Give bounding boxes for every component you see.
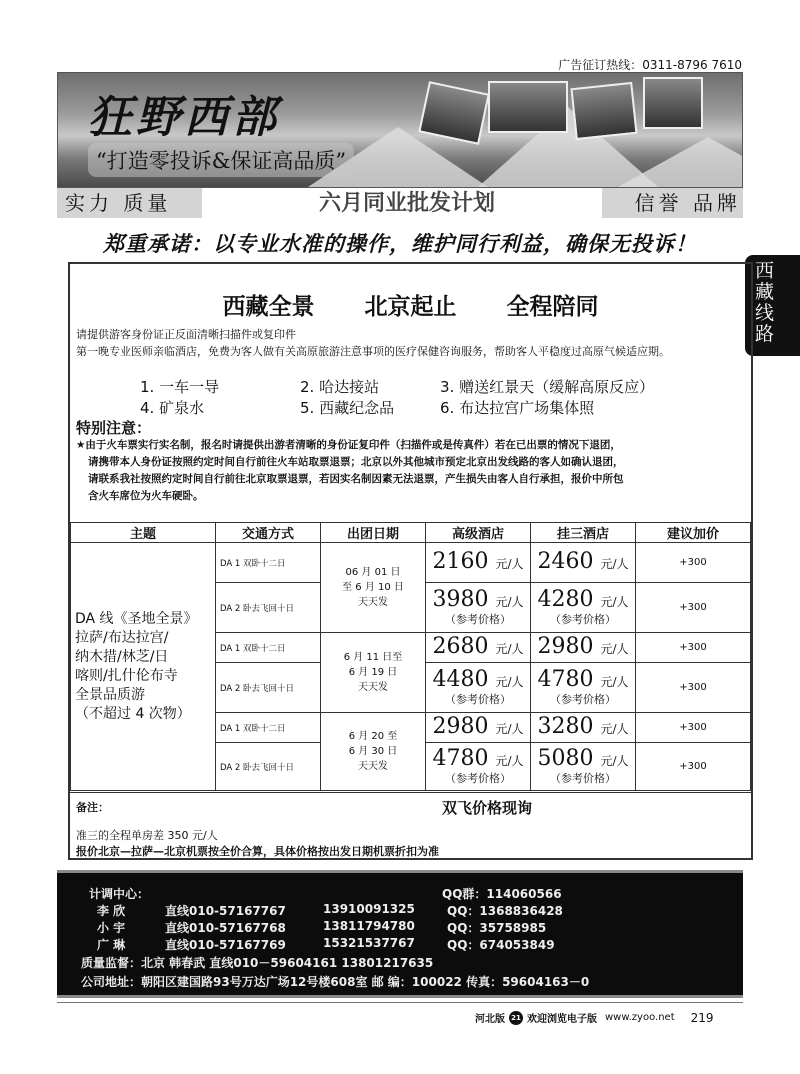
price-value: 3980 <box>432 587 489 612</box>
col-header: 建议加价 <box>636 523 751 543</box>
price-value: 2160 <box>432 548 489 574</box>
reference-price-note: （参考价格） <box>550 613 616 626</box>
contact-direct-line: 直线010-57167768 <box>165 921 286 935</box>
photo-thumbnail <box>488 81 568 133</box>
contact-mobile: 13910091325 <box>323 902 415 916</box>
date-line: 6 月 11 日至 <box>343 652 403 663</box>
ad-hotline: 广告征订热线：0311-8796 7610 <box>558 58 742 72</box>
reference-price-note: （参考价格） <box>445 772 511 785</box>
date-line: 6 月 30 日 <box>348 746 398 757</box>
transport-cell: DA 2 卧去飞回十日 <box>216 663 321 713</box>
reference-price-note: （参考价格） <box>550 693 616 706</box>
notice-line: 请携带本人身份证按照约定时间自行前往火车站取票退票；北京以外其他城市预定北京出发线路的客人如确认退团， <box>88 456 624 468</box>
date-cell <box>321 713 426 791</box>
photo-thumbnail <box>643 77 703 129</box>
price-unit: 元/人 <box>495 556 524 571</box>
page-footer <box>475 1010 714 1025</box>
col-header: 主题 <box>71 523 216 543</box>
date-line: 06 月 01 日 <box>345 567 401 578</box>
contact-name: 李 欣 <box>97 904 126 918</box>
date-cell <box>321 633 426 713</box>
transport-cell: DA 1 双卧十二日 <box>216 713 321 743</box>
transport-cell: DA 2 卧去飞回十日 <box>216 583 321 633</box>
perk-item: 3. 赠送红景天（缓解高原反应） <box>440 378 655 396</box>
price-high-cell <box>426 713 531 743</box>
website-link[interactable]: www.zyoo.net <box>605 1012 675 1023</box>
price-high-cell <box>426 743 531 791</box>
photo-thumbnail <box>570 82 637 140</box>
promise-line: 郑重承诺：以专业水准的操作，维护同行利益，确保无投诉！ <box>103 232 697 256</box>
tour-details-box <box>68 262 753 860</box>
title-strip <box>57 188 743 218</box>
price-three-cell <box>531 543 636 583</box>
col-header: 挂三酒店 <box>531 523 636 543</box>
contact-qq: QQ：674053849 <box>447 938 555 952</box>
section-tab-tibet[interactable]: 西藏线路 <box>745 255 800 356</box>
price-value: 4480 <box>432 667 489 692</box>
markup-cell: +300 <box>636 663 751 713</box>
price-high-cell <box>426 543 531 583</box>
perks-list <box>140 377 654 419</box>
price-high-cell <box>426 663 531 713</box>
intro-line: 请提供游客身份证正反面清晰扫描件或复印件 <box>76 328 296 341</box>
price-unit: 元/人 <box>600 721 629 736</box>
theme-line: （不超过 4 次物） <box>75 705 191 722</box>
col-header: 交通方式 <box>216 523 321 543</box>
theme-line: 喀则/扎什伦布寺 <box>75 667 178 684</box>
intro-line: 第一晚专业医师亲临酒店，免费为客人做有关高原旅游注意事项的医疗保健咨询服务，帮助客人平稳度过高原气候适应期。 <box>76 345 670 358</box>
publication-logo-icon: 21 <box>509 1011 523 1025</box>
price-high-cell <box>426 633 531 663</box>
notes-line: 报价北京—拉萨—北京机票按全价合算，具体价格按出发日期机票折扣为准 <box>76 845 439 858</box>
notice-line: 请联系我社按照约定时间自行前往北京取票退票，若因实名制因素无法退票，产生损失由客人自行承担，报价中所包 <box>88 473 624 485</box>
perk-item: 6. 布达拉宫广场集体照 <box>440 399 595 417</box>
special-notice <box>76 437 746 505</box>
reputation-brand-label: 信誉 品牌 <box>602 188 743 218</box>
page-number: 219 <box>690 1010 714 1025</box>
notice-line: 含火车席位为火车硬卧。 <box>88 490 204 502</box>
perk-item: 1. 一车一导 <box>140 378 220 396</box>
contact-direct-line: 直线010-57167767 <box>165 904 286 918</box>
theme-line: 纳木措/林芝/日 <box>75 648 169 665</box>
col-header: 出团日期 <box>321 523 426 543</box>
price-high-cell <box>426 583 531 633</box>
price-value: 4780 <box>432 746 489 771</box>
contact-qq: QQ：35758985 <box>447 921 547 935</box>
reference-price-note: （参考价格） <box>550 772 616 785</box>
notes-headline: 双飞价格现询 <box>442 799 533 817</box>
banner-image <box>57 72 743 188</box>
theme-line: DA 线《圣地全景》 <box>75 610 198 627</box>
markup-cell: +300 <box>636 713 751 743</box>
theme-line: 拉萨/布达拉宫/ <box>75 629 169 646</box>
date-line: 天天发 <box>358 682 388 693</box>
address: 公司地址：朝阳区建国路93号万达广场12号楼608室 邮 编：100022 传真：59604163－0 <box>81 975 590 989</box>
divider <box>57 1002 743 1003</box>
reference-price-note: （参考价格） <box>445 693 511 706</box>
price-unit: 元/人 <box>600 641 629 656</box>
notes-section <box>70 792 751 860</box>
contact-box <box>57 870 743 998</box>
contact-mobile: 15321537767 <box>323 936 415 950</box>
price-unit: 元/人 <box>495 595 524 609</box>
qq-group: QQ群：114060566 <box>442 887 562 901</box>
table-header-row <box>71 523 751 543</box>
contact-name: 小 宇 <box>97 921 126 935</box>
slogan: “打造零投诉&保证高品质” <box>88 143 354 177</box>
price-value: 3280 <box>537 713 594 739</box>
price-three-cell <box>531 633 636 663</box>
headline-item: 西藏全景 <box>222 294 315 320</box>
price-unit: 元/人 <box>495 675 524 689</box>
transport-cell: DA 1 双卧十二日 <box>216 633 321 663</box>
plan-title: 六月同业批发计划 <box>318 191 495 216</box>
perk-item: 2. 哈达接站 <box>300 378 380 396</box>
price-unit: 元/人 <box>600 556 629 571</box>
headline-item: 北京起止 <box>364 294 457 320</box>
price-value: 4280 <box>537 587 594 612</box>
price-three-cell <box>531 713 636 743</box>
price-three-cell <box>531 743 636 791</box>
price-three-cell <box>531 663 636 713</box>
supervision: 质量监督：北京 韩春武 直线010－59604161 13801217635 <box>81 956 434 970</box>
price-value: 2980 <box>432 713 489 739</box>
welcome-text: 欢迎浏览电子版 <box>527 1014 597 1025</box>
date-line: 至 6 月 10 日 <box>342 582 404 593</box>
price-value: 2460 <box>537 548 594 574</box>
markup-cell: +300 <box>636 583 751 633</box>
date-line: 6 月 19 日 <box>348 667 398 678</box>
contact-qq: QQ：1368836428 <box>447 904 563 918</box>
price-table <box>70 522 751 791</box>
price-value: 5080 <box>537 746 594 771</box>
price-unit: 元/人 <box>600 675 629 689</box>
strength-quality-label: 实力 质量 <box>57 188 202 218</box>
theme-line: 全景品质游 <box>75 686 145 703</box>
date-line: 6 月 20 至 <box>348 731 398 742</box>
intro-text <box>76 326 748 360</box>
headline-item: 全程陪同 <box>506 294 599 320</box>
notes-line: 准三的全程单房差 350 元/人 <box>76 829 218 842</box>
price-unit: 元/人 <box>600 754 629 768</box>
reference-price-note: （参考价格） <box>445 613 511 626</box>
price-value: 2980 <box>537 633 594 659</box>
perk-item: 4. 矿泉水 <box>140 399 205 417</box>
price-unit: 元/人 <box>495 754 524 768</box>
col-header: 高级酒店 <box>426 523 531 543</box>
contact-name: 广 琳 <box>97 938 126 952</box>
price-unit: 元/人 <box>495 641 524 656</box>
special-notice-heading: 特别注意： <box>76 419 152 437</box>
perk-item: 5. 西藏纪念品 <box>300 399 395 417</box>
date-line: 天天发 <box>358 597 388 608</box>
theme-cell <box>71 543 216 791</box>
table-row <box>71 543 751 583</box>
center-label: 计调中心： <box>89 887 150 901</box>
price-unit: 元/人 <box>600 595 629 609</box>
brand-logo: 狂野西部 <box>88 92 280 143</box>
price-value: 2680 <box>432 633 489 659</box>
edition: 河北版 <box>475 1014 505 1025</box>
date-line: 天天发 <box>358 761 388 772</box>
price-three-cell <box>531 583 636 633</box>
transport-cell: DA 2 卧去飞回十日 <box>216 743 321 791</box>
transport-cell: DA 1 双卧十二日 <box>216 543 321 583</box>
markup-cell: +300 <box>636 543 751 583</box>
notes-label: 备注： <box>76 801 109 814</box>
notice-line: ★由于火车票实行实名制，报名时请提供出游者清晰的身份证复印件（扫描件或是传真件）若在已出票的情况下退团， <box>76 439 621 451</box>
markup-cell: +300 <box>636 633 751 663</box>
contact-direct-line: 直线010-57167769 <box>165 938 286 952</box>
price-value: 4780 <box>537 667 594 692</box>
headline <box>70 288 751 321</box>
price-unit: 元/人 <box>495 721 524 736</box>
contact-mobile: 13811794780 <box>323 919 415 933</box>
markup-cell: +300 <box>636 743 751 791</box>
date-cell <box>321 543 426 633</box>
